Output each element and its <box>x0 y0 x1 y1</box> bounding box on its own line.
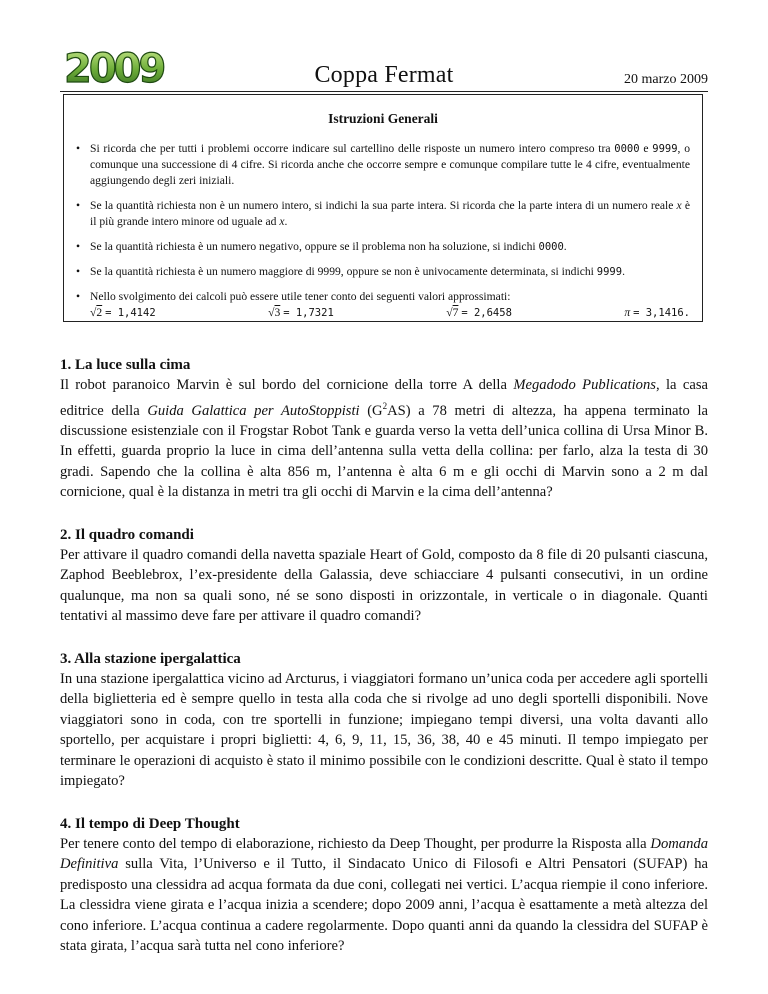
header-rule <box>60 91 708 92</box>
bullet-icon: • <box>76 199 81 212</box>
bullet-icon: • <box>76 240 81 253</box>
approx-sqrt3: √3 = 1,7321 <box>268 306 334 319</box>
problem-title: 2. Il quadro comandi <box>60 526 194 543</box>
svg-text:2009: 2009 <box>64 46 164 92</box>
problem-title: 1. La luce sulla cima <box>60 357 191 373</box>
problem-2 <box>60 525 708 627</box>
instruction-item: • Si ricorda che per tutti i problemi occorre indicare sul cartellino delle risposte un numero intero compreso tra 0000 e 9999, o comunque una successione di 4 cifre. Si ricorda anche che occorre sempre e comunque compilare tutte le 4 cifre, eventualmente aggiungendo degli zeri iniziali. <box>76 142 691 187</box>
bullet-icon: • <box>76 142 81 155</box>
problem-text: Per tenere conto del tempo di elaborazione, richiesto da Deep Thought, per produrre la Risposta alla Domanda Definitiva sulla Vita, l’Universo e il Tutto, il Sindacato Unico di Filosofi e Altri Pensatori (SUFAP) ha predisposto una clessidra ad acqua formata da due coni, collegati nei vertici. L’acqua riempie il cono inferiore. La clessidra viene girata e l’acqua inizia a scendere; dopo 2009 anni, l’acqua è esattamente a metà altezza del cono inferiore. L’acqua continua a cadere regolarmente. Dopo quanti anni da quando la clessidra del SUFAP è stata girata, l’acqua sarà tutta nel cono inferiore? <box>60 835 708 955</box>
date: 20 marzo 2009 <box>624 72 708 87</box>
instructions-list <box>76 141 690 321</box>
instruction-item: • Nello svolgimento dei calcoli può essere utile tener conto dei seguenti valori approssimati: √2 = 1,4142 √3 = 1,7321 √7 = 2,6458 π = 3,1416. <box>76 290 690 319</box>
instruction-item: • Se la quantità richiesta non è un numero intero, si indichi la sua parte intera. Si ricorda che la parte intera di un numero reale x è il più grande intero minore od uguale ad x. <box>76 199 691 228</box>
instructions-box <box>63 94 703 322</box>
problem-text: In una stazione ipergalattica vicino ad Arcturus, i viaggiatori formano un’unica coda per accedere agli sportelli della biglietteria ed è sempre quello in testa alla coda che si rivolge ad uno degli sportelli disponibili. Nove viaggiatori sono in coda, con tre sportelli in funzione; impiegano tempi diversi, una volta davanti allo sportello, per acquistare i propri biglietti: 4, 6, 9, 11, 15, 36, 38, 40 e 45 minuti. Il tempo impiegato per terminare le operazioni di acquisto è stato il minimo possibile con le condizioni descritte. Qual è stato il tempo impiegato? <box>60 670 708 790</box>
instructions-title: Istruzioni Generali <box>328 111 438 126</box>
problem-title: 3. Alla stazione ipergalattica <box>60 650 241 667</box>
problem-text: Per attivare il quadro comandi della navetta spaziale Heart of Gold, composto da 8 file di 20 pulsanti ciascuna, Zaphod Beeblebrox, l’ex-presidente della Galassia, deve schiacciare 4 pulsanti consecutivi, in un ordine qualunque, ma non sa quali sono, né se sono disposti in orizzontale, in verticale o in diagonale. Quanti tentativi al massimo deve fare per attivare il quadro comandi? <box>60 546 708 625</box>
problem-4 <box>60 814 708 957</box>
instruction-item: • Se la quantità richiesta è un numero maggiore di 9999, oppure se non è univocamente determinata, si indichi 9999. <box>76 265 625 278</box>
problem-1 <box>60 355 708 503</box>
approx-values <box>90 305 690 321</box>
approx-sqrt7: √7 = 2,6458 <box>446 306 512 319</box>
instruction-item: • Se la quantità richiesta è un numero negativo, oppure se il problema non ha soluzione, si indichi 0000. <box>76 240 567 253</box>
approx-sqrt2: √2 = 1,4142 <box>90 306 156 319</box>
problem-text: Il robot paranoico Marvin è sul bordo del cornicione della torre A della Megadodo Publications, la casa editrice della Guida Galattica per AutoStoppisti $(G^2AS)$ a 78 metri di altezza, ha appena terminato la discussione esistenziale con il Frogstar Robot Tank e guarda verso la vetta dell’unica collina di Ursa Minor B. In effetti, guarda proprio la luce in cima dell’antenna sulla vetta della collina: per farlo, alza la testa di 30 gradi. Sapendo che la collina è alta 856 m, l’antenna è alta 6 m e gli occhi di Marvin sono a 2 m dal cornicione, qual è la distanza in metri tra gli occhi di Marvin e la cima dell’antenna? <box>60 377 708 501</box>
bullet-icon: • <box>76 265 81 278</box>
problems-section <box>60 355 708 979</box>
problem-3 <box>60 649 708 792</box>
page-title: Coppa Fermat <box>314 62 454 88</box>
bullet-icon: • <box>76 290 81 303</box>
approx-pi: π = 3,1416. <box>624 306 690 319</box>
problem-title: 4. Il tempo di Deep Thought <box>60 815 240 832</box>
